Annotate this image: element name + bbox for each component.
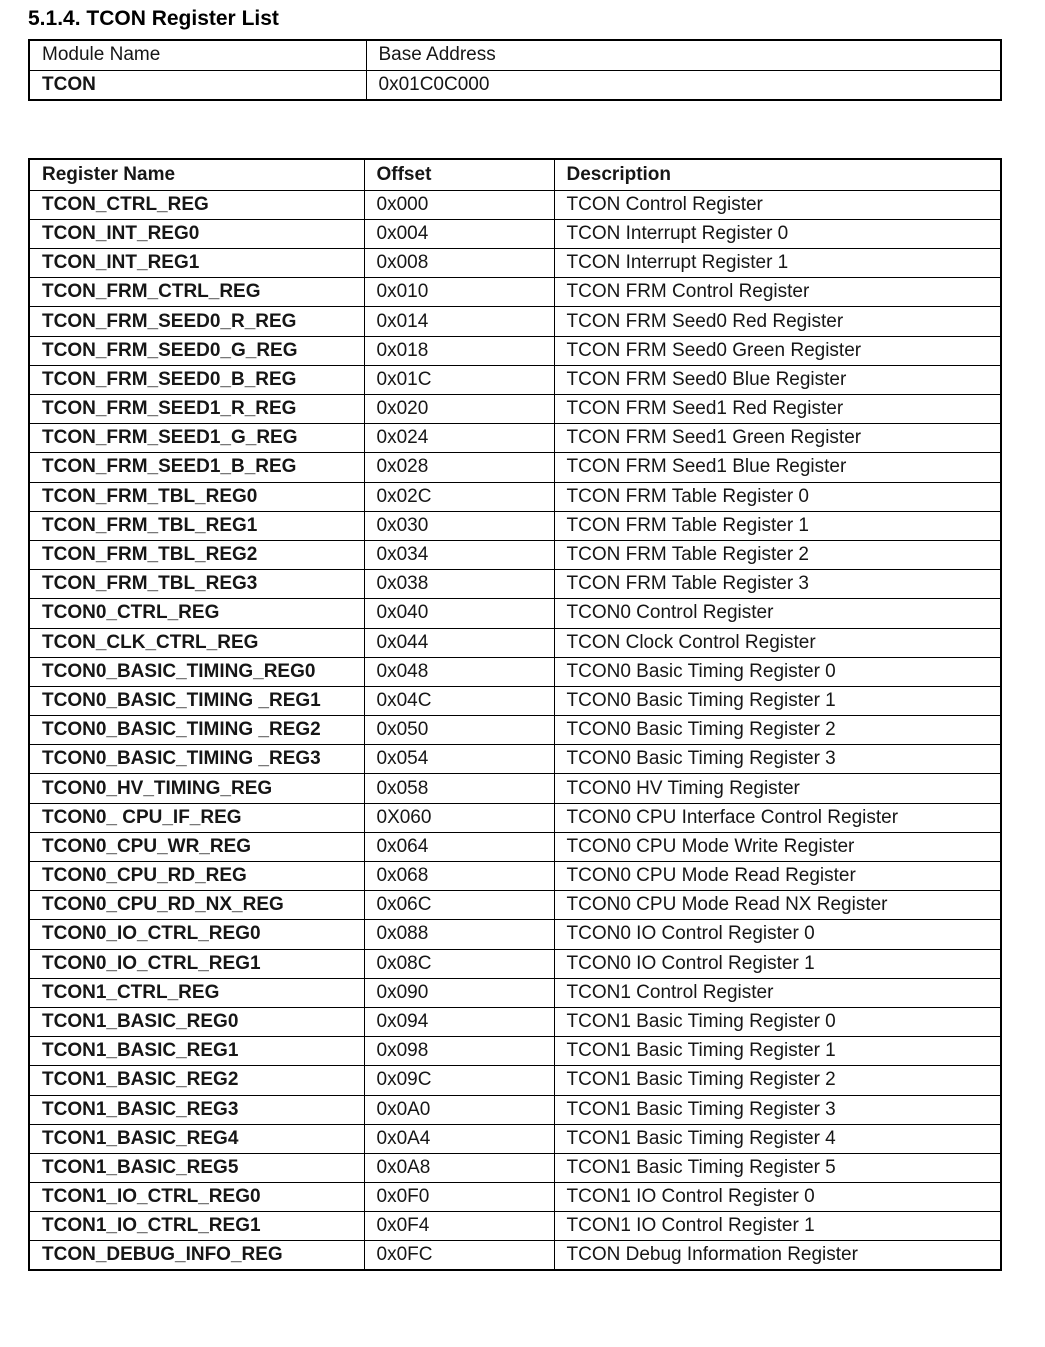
description-cell: TCON FRM Seed1 Green Register	[554, 424, 1001, 453]
register-row	[29, 745, 1001, 774]
register-name-cell: TCON0_BASIC_TIMING_REG0	[29, 657, 364, 686]
offset-cell: 0x0F0	[364, 1183, 554, 1212]
register-row	[29, 1124, 1001, 1153]
section-heading: 5.1.4. TCON Register List	[28, 7, 279, 30]
register-name-cell: TCON_DEBUG_INFO_REG	[29, 1241, 364, 1270]
description-cell: TCON0 Control Register	[554, 599, 1001, 628]
register-row	[29, 219, 1001, 248]
description-cell: TCON0 IO Control Register 1	[554, 949, 1001, 978]
module-table-header-row	[29, 40, 1001, 70]
offset-cell: 0x090	[364, 978, 554, 1007]
offset-cell: 0x018	[364, 336, 554, 365]
register-row	[29, 1007, 1001, 1036]
register-name-cell: TCON0_CPU_RD_NX_REG	[29, 891, 364, 920]
register-name-cell: TCON1_BASIC_REG0	[29, 1007, 364, 1036]
offset-cell: 0x09C	[364, 1066, 554, 1095]
description-cell: TCON0 HV Timing Register	[554, 774, 1001, 803]
description-cell: TCON1 IO Control Register 1	[554, 1212, 1001, 1241]
register-name-cell: TCON_FRM_SEED0_R_REG	[29, 307, 364, 336]
register-name-cell: TCON_FRM_SEED1_B_REG	[29, 453, 364, 482]
register-row	[29, 365, 1001, 394]
description-cell: TCON Interrupt Register 1	[554, 249, 1001, 278]
offset-cell: 0x0A8	[364, 1153, 554, 1182]
offset-cell: 0x098	[364, 1037, 554, 1066]
register-row	[29, 336, 1001, 365]
register-name-cell: TCON0_BASIC_TIMING _REG1	[29, 686, 364, 715]
register-row	[29, 570, 1001, 599]
description-cell: TCON Clock Control Register	[554, 628, 1001, 657]
register-name-cell: TCON_INT_REG0	[29, 219, 364, 248]
base-address-header: Base Address	[366, 40, 1001, 70]
register-name-cell: TCON_FRM_TBL_REG3	[29, 570, 364, 599]
offset-cell: 0x064	[364, 832, 554, 861]
offset-cell: 0x010	[364, 278, 554, 307]
offset-cell: 0x008	[364, 249, 554, 278]
register-name-cell: TCON0_BASIC_TIMING _REG2	[29, 716, 364, 745]
description-cell: TCON1 Basic Timing Register 2	[554, 1066, 1001, 1095]
description-cell: TCON FRM Seed0 Blue Register	[554, 365, 1001, 394]
register-table-header-row	[29, 159, 1001, 190]
description-cell: TCON1 Basic Timing Register 4	[554, 1124, 1001, 1153]
register-name-cell: TCON_FRM_SEED0_B_REG	[29, 365, 364, 394]
offset-cell: 0x030	[364, 511, 554, 540]
register-row	[29, 1183, 1001, 1212]
offset-cell: 0x04C	[364, 686, 554, 715]
base-address-cell: 0x01C0C000	[366, 70, 1001, 100]
register-row	[29, 862, 1001, 891]
offset-cell: 0x01C	[364, 365, 554, 394]
offset-cell: 0x038	[364, 570, 554, 599]
description-cell: TCON FRM Table Register 3	[554, 570, 1001, 599]
register-row	[29, 1066, 1001, 1095]
register-row	[29, 949, 1001, 978]
register-row	[29, 453, 1001, 482]
register-name-cell: TCON0_CTRL_REG	[29, 599, 364, 628]
offset-cell: 0x028	[364, 453, 554, 482]
register-row	[29, 1212, 1001, 1241]
offset-cell: 0x004	[364, 219, 554, 248]
register-name-cell: TCON1_IO_CTRL_REG1	[29, 1212, 364, 1241]
description-cell: TCON0 CPU Mode Read NX Register	[554, 891, 1001, 920]
offset-cell: 0x050	[364, 716, 554, 745]
offset-cell: 0x088	[364, 920, 554, 949]
register-row	[29, 1153, 1001, 1182]
register-row	[29, 657, 1001, 686]
register-row	[29, 307, 1001, 336]
register-name-cell: TCON1_BASIC_REG1	[29, 1037, 364, 1066]
register-name-cell: TCON_FRM_SEED0_G_REG	[29, 336, 364, 365]
offset-cell: 0x044	[364, 628, 554, 657]
description-cell: TCON1 Basic Timing Register 3	[554, 1095, 1001, 1124]
offset-cell: 0x068	[364, 862, 554, 891]
offset-cell: 0x06C	[364, 891, 554, 920]
register-name-cell: TCON0_CPU_RD_REG	[29, 862, 364, 891]
register-row	[29, 628, 1001, 657]
register-name-cell: TCON0_HV_TIMING_REG	[29, 774, 364, 803]
register-name-cell: TCON_FRM_SEED1_R_REG	[29, 395, 364, 424]
offset-cell: 0x000	[364, 190, 554, 219]
offset-cell: 0x040	[364, 599, 554, 628]
offset-cell: 0x048	[364, 657, 554, 686]
module-table	[28, 39, 1002, 101]
description-cell: TCON Debug Information Register	[554, 1241, 1001, 1270]
register-name-cell: TCON_FRM_TBL_REG0	[29, 482, 364, 511]
description-cell: TCON0 Basic Timing Register 1	[554, 686, 1001, 715]
description-cell: TCON1 Control Register	[554, 978, 1001, 1007]
description-cell: TCON1 Basic Timing Register 0	[554, 1007, 1001, 1036]
register-row	[29, 774, 1001, 803]
offset-cell: 0x024	[364, 424, 554, 453]
description-cell: TCON FRM Table Register 1	[554, 511, 1001, 540]
register-name-cell: TCON1_CTRL_REG	[29, 978, 364, 1007]
offset-cell: 0x0A0	[364, 1095, 554, 1124]
register-row	[29, 278, 1001, 307]
register-row	[29, 920, 1001, 949]
offset-cell: 0x020	[364, 395, 554, 424]
register-name-header: Register Name	[29, 159, 364, 190]
register-row	[29, 716, 1001, 745]
offset-cell: 0x094	[364, 1007, 554, 1036]
description-cell: TCON0 Basic Timing Register 0	[554, 657, 1001, 686]
offset-cell: 0x034	[364, 540, 554, 569]
description-cell: TCON1 Basic Timing Register 5	[554, 1153, 1001, 1182]
register-row	[29, 540, 1001, 569]
register-row	[29, 686, 1001, 715]
description-cell: TCON Interrupt Register 0	[554, 219, 1001, 248]
register-name-cell: TCON0_IO_CTRL_REG0	[29, 920, 364, 949]
register-name-cell: TCON1_BASIC_REG4	[29, 1124, 364, 1153]
register-row	[29, 1241, 1001, 1270]
register-table-body	[29, 190, 1001, 1270]
register-row	[29, 395, 1001, 424]
description-cell: TCON FRM Table Register 2	[554, 540, 1001, 569]
offset-cell: 0x014	[364, 307, 554, 336]
register-row	[29, 832, 1001, 861]
register-name-cell: TCON_FRM_TBL_REG2	[29, 540, 364, 569]
register-name-cell: TCON_INT_REG1	[29, 249, 364, 278]
register-row	[29, 978, 1001, 1007]
register-name-cell: TCON_FRM_CTRL_REG	[29, 278, 364, 307]
offset-cell: 0x08C	[364, 949, 554, 978]
register-name-cell: TCON_FRM_SEED1_G_REG	[29, 424, 364, 453]
offset-cell: 0x0FC	[364, 1241, 554, 1270]
description-cell: TCON FRM Seed0 Red Register	[554, 307, 1001, 336]
description-cell: TCON0 IO Control Register 0	[554, 920, 1001, 949]
register-name-cell: TCON1_BASIC_REG5	[29, 1153, 364, 1182]
offset-cell: 0x054	[364, 745, 554, 774]
description-cell: TCON0 CPU Interface Control Register	[554, 803, 1001, 832]
description-cell: TCON0 Basic Timing Register 2	[554, 716, 1001, 745]
offset-cell: 0x0F4	[364, 1212, 554, 1241]
offset-cell: 0x0A4	[364, 1124, 554, 1153]
register-row	[29, 424, 1001, 453]
description-cell: TCON0 CPU Mode Read Register	[554, 862, 1001, 891]
description-cell: TCON1 Basic Timing Register 1	[554, 1037, 1001, 1066]
register-row	[29, 1037, 1001, 1066]
description-cell: TCON FRM Seed1 Red Register	[554, 395, 1001, 424]
register-table	[28, 158, 1002, 1271]
description-cell: TCON FRM Seed0 Green Register	[554, 336, 1001, 365]
description-header: Description	[554, 159, 1001, 190]
register-row	[29, 803, 1001, 832]
offset-cell: 0x02C	[364, 482, 554, 511]
register-name-cell: TCON_CLK_CTRL_REG	[29, 628, 364, 657]
offset-cell: 0X060	[364, 803, 554, 832]
register-row	[29, 482, 1001, 511]
module-table-row	[29, 70, 1001, 100]
description-cell: TCON FRM Table Register 0	[554, 482, 1001, 511]
register-row	[29, 249, 1001, 278]
register-name-cell: TCON0_BASIC_TIMING _REG3	[29, 745, 364, 774]
description-cell: TCON1 IO Control Register 0	[554, 1183, 1001, 1212]
description-cell: TCON0 CPU Mode Write Register	[554, 832, 1001, 861]
register-name-cell: TCON_FRM_TBL_REG1	[29, 511, 364, 540]
register-row	[29, 891, 1001, 920]
description-cell: TCON Control Register	[554, 190, 1001, 219]
register-name-cell: TCON0_IO_CTRL_REG1	[29, 949, 364, 978]
register-name-cell: TCON_CTRL_REG	[29, 190, 364, 219]
register-row	[29, 190, 1001, 219]
module-name-cell: TCON	[29, 70, 366, 100]
register-name-cell: TCON1_BASIC_REG2	[29, 1066, 364, 1095]
register-row	[29, 1095, 1001, 1124]
offset-cell: 0x058	[364, 774, 554, 803]
description-cell: TCON FRM Control Register	[554, 278, 1001, 307]
register-name-cell: TCON0_CPU_WR_REG	[29, 832, 364, 861]
register-name-cell: TCON1_BASIC_REG3	[29, 1095, 364, 1124]
module-name-header: Module Name	[29, 40, 366, 70]
register-name-cell: TCON0_ CPU_IF_REG	[29, 803, 364, 832]
description-cell: TCON FRM Seed1 Blue Register	[554, 453, 1001, 482]
offset-header: Offset	[364, 159, 554, 190]
register-row	[29, 599, 1001, 628]
register-name-cell: TCON1_IO_CTRL_REG0	[29, 1183, 364, 1212]
register-row	[29, 511, 1001, 540]
description-cell: TCON0 Basic Timing Register 3	[554, 745, 1001, 774]
